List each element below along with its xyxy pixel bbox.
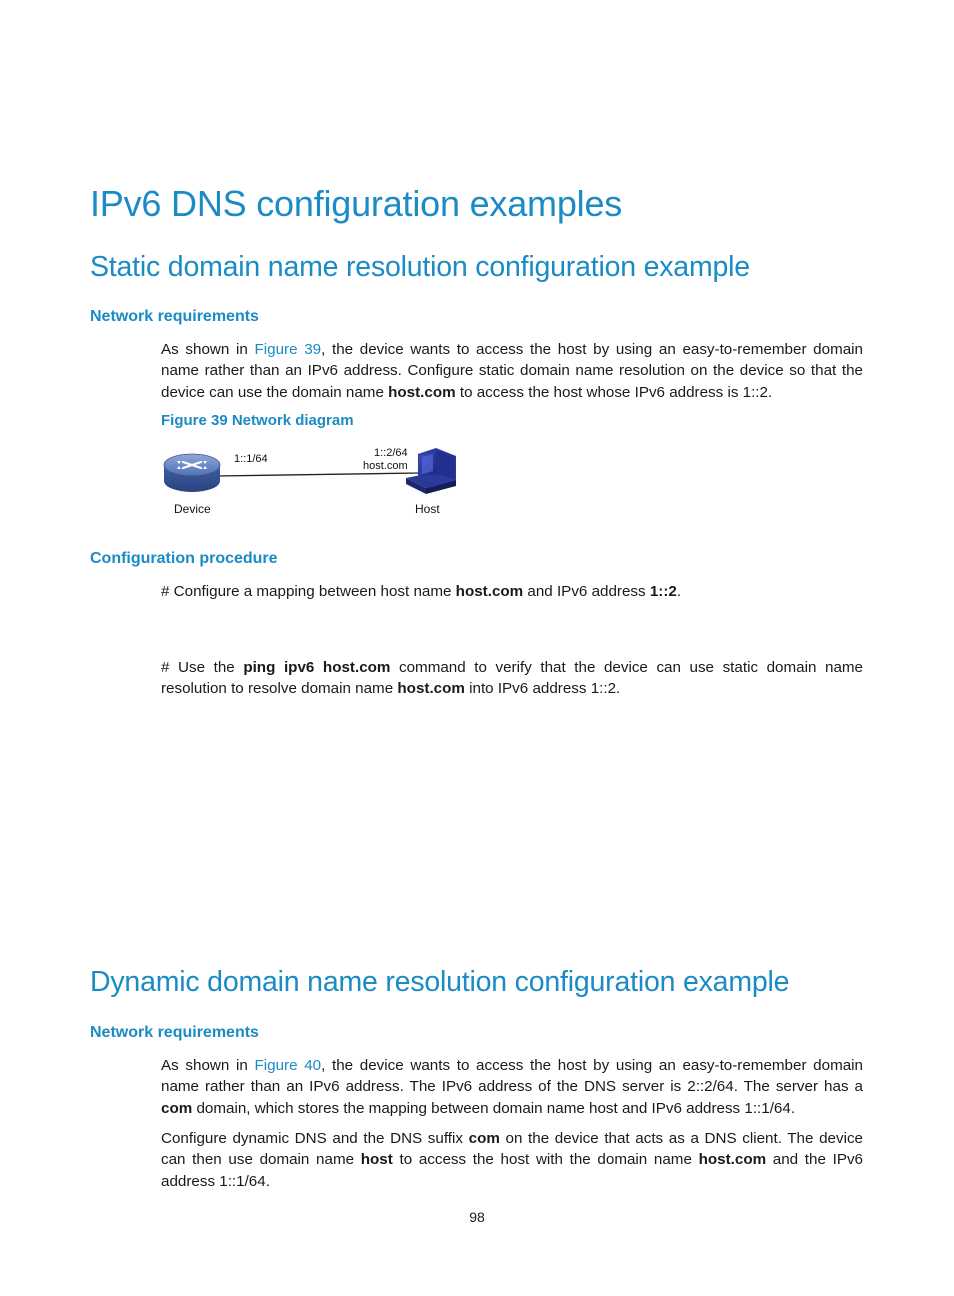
figure-caption: Figure 39 Network diagram [161,412,354,429]
host-address-label: 1::2/64 [374,447,408,459]
device-label: Device [174,502,211,516]
section-heading-dynamic: Dynamic domain name resolution configuration example [90,966,790,998]
figure-39-link[interactable]: Figure 39 [254,341,322,358]
page-title: IPv6 DNS configuration examples [90,183,623,224]
subheading-network-requirements-2: Network requirements [90,1024,259,1041]
paragraph-static-requirements: As shown in Figure 39, the device wants to access the host by using an easy-to-remember domain name rather than an IPv6 address. Configure static domain name resolution on the device so that the device can use the domain name host.com to access the host whose IPv6 address is 1::2. [161,341,863,401]
section-heading-static: Static domain name resolution configuration example [90,251,750,283]
subheading-network-requirements-1: Network requirements [90,308,259,325]
subheading-configuration-procedure: Configuration procedure [90,550,278,567]
host-computer-icon [406,448,456,494]
host-name-label: host.com [363,460,408,472]
paragraph-configure-mapping: # Configure a mapping between host name host.com and IPv6 address 1::2. [161,583,682,600]
page-number: 98 [469,1209,485,1225]
device-address-label: 1::1/64 [234,453,268,465]
paragraph-dynamic-dns-config: Configure dynamic DNS and the DNS suffix com on the device that acts as a DNS client. The device can then use domain name host to access the host with the domain name host.com and the IPv6 address 1::1/64. [161,1130,863,1190]
host-label: Host [415,502,440,516]
figure-40-link[interactable]: Figure 40 [254,1057,322,1074]
paragraph-verify-ping: # Use the ping ipv6 host.com command to verify that the device can use static domain name resolution to resolve domain name host.com into IPv6 address 1::2. [161,659,863,698]
router-icon [164,454,220,492]
link-line [216,473,420,476]
paragraph-dynamic-requirements: As shown in Figure 40, the device wants to access the host by using an easy-to-remember domain name rather than an IPv6 address. The IPv6 address of the DNS server is 2::2/64. The server has a com domain, which stores the mapping between domain name host and IPv6 address 1::1/64. [161,1057,863,1117]
network-diagram [150,438,480,522]
